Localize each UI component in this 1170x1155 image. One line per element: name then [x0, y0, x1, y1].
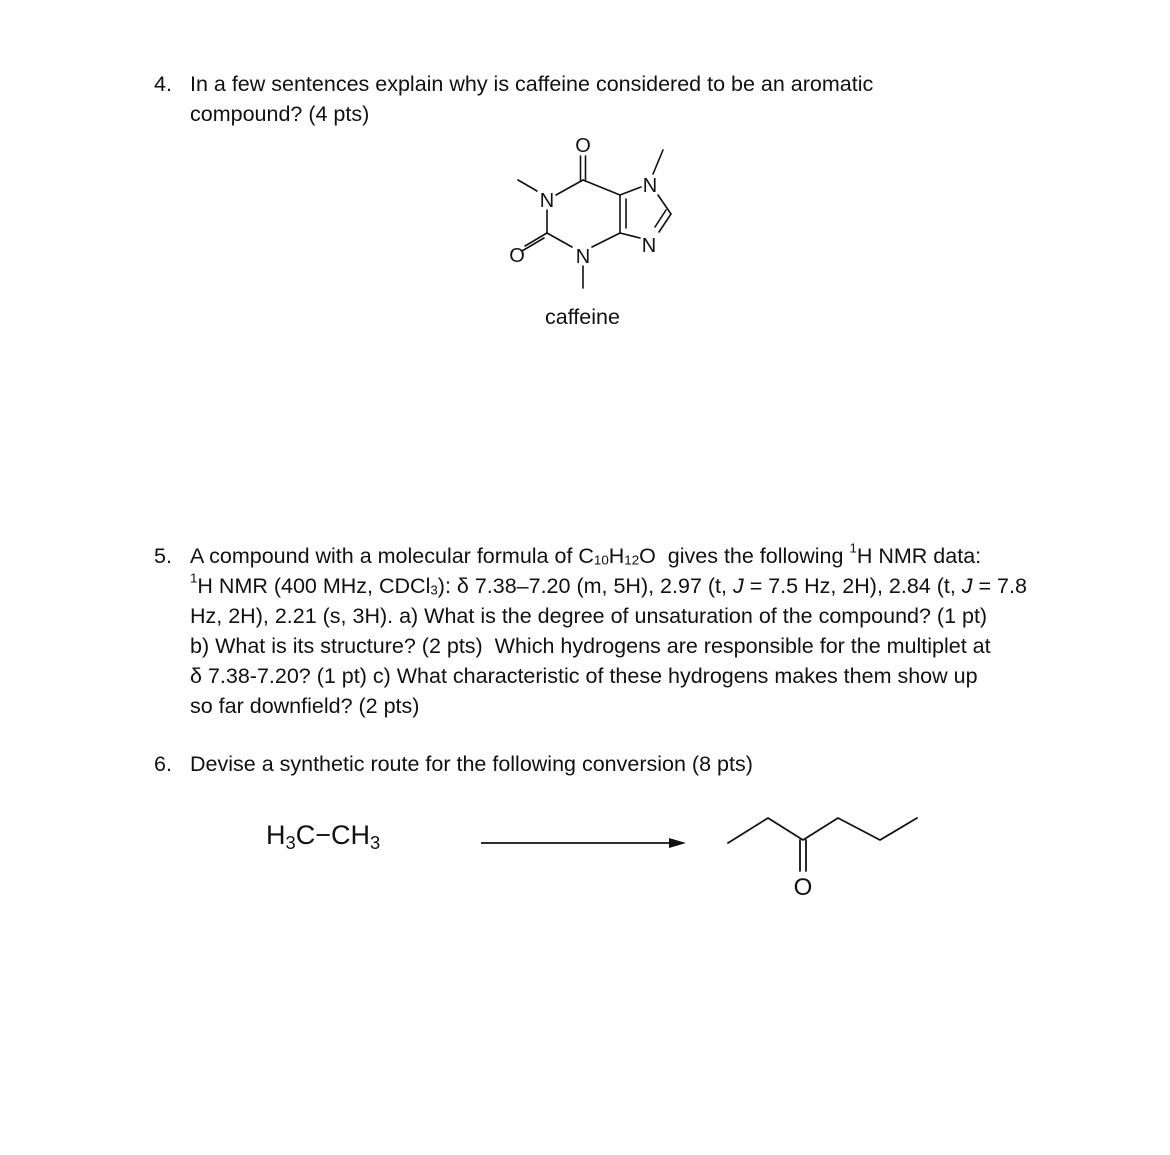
q5-l2-b: ): δ 7.38–7.20 (m, 5H), 2.97 (t,	[437, 574, 733, 598]
q5-l2-sub: 3	[430, 582, 438, 598]
question-5-line-5: δ 7.38-7.20? (1 pt) c) What characteristic of these hydrogens makes them show up	[190, 664, 978, 688]
caffeine-atom-o-top: O	[575, 135, 591, 157]
q5-l2-j2: J	[961, 574, 973, 598]
caffeine-atom-o-left: O	[509, 245, 525, 267]
q5-l1-a: A compound with a molecular formula of C	[190, 544, 594, 568]
question-4-line-1: In a few sentences explain why is caffeine considered to be an aromatic	[190, 72, 874, 96]
ethane-sub2: 3	[369, 832, 381, 854]
q5-l1-sub2: 12	[624, 552, 640, 568]
caffeine-label: caffeine	[545, 305, 620, 329]
question-4-line-2: compound? (4 pts)	[190, 102, 370, 126]
question-5-line-3: Hz, 2H), 2.21 (s, 3H). a) What is the degree of unsaturation of the compound? (1 pt)	[190, 604, 988, 628]
caffeine-atom-n9: N	[641, 235, 657, 257]
caffeine-atom-n1: N	[539, 190, 555, 212]
q5-l1-b: H	[608, 544, 625, 568]
q5-l2-j1: J	[732, 574, 744, 598]
question-6-number: 6.	[154, 752, 172, 776]
q5-l2-sup: 1	[190, 570, 198, 586]
q5-l1-c: O gives the following	[639, 544, 850, 568]
ethane-mid: C−CH	[295, 820, 370, 850]
question-5-number: 5.	[154, 544, 172, 568]
q5-l1-d: H NMR data:	[856, 544, 982, 568]
caffeine-atom-n7: N	[642, 175, 658, 197]
q5-l2-d: = 7.8	[972, 574, 1027, 598]
reaction-arrow-icon	[481, 838, 686, 848]
product-hexanone	[728, 818, 917, 871]
question-5-line-6: so far downfield? (2 pts)	[190, 694, 420, 718]
q5-l2-a: H NMR (400 MHz, CDCl	[197, 574, 431, 598]
q5-l1-sub1: 10	[593, 552, 609, 568]
question-6-line-1: Devise a synthetic route for the following conversion (8 pts)	[190, 752, 753, 776]
caffeine-atom-n3: N	[575, 246, 591, 268]
ethane-h1: H	[266, 820, 286, 850]
q5-l2-c: = 7.5 Hz, 2H), 2.84 (t,	[743, 574, 962, 598]
q5-l1-sup: 1	[849, 540, 857, 556]
question-5-line-4: b) What is its structure? (2 pts) Which hydrogens are responsible for the multiplet at	[190, 634, 991, 658]
question-4-number: 4.	[154, 72, 172, 96]
product-oxygen: O	[793, 874, 813, 901]
ethane-sub1: 3	[285, 832, 296, 854]
